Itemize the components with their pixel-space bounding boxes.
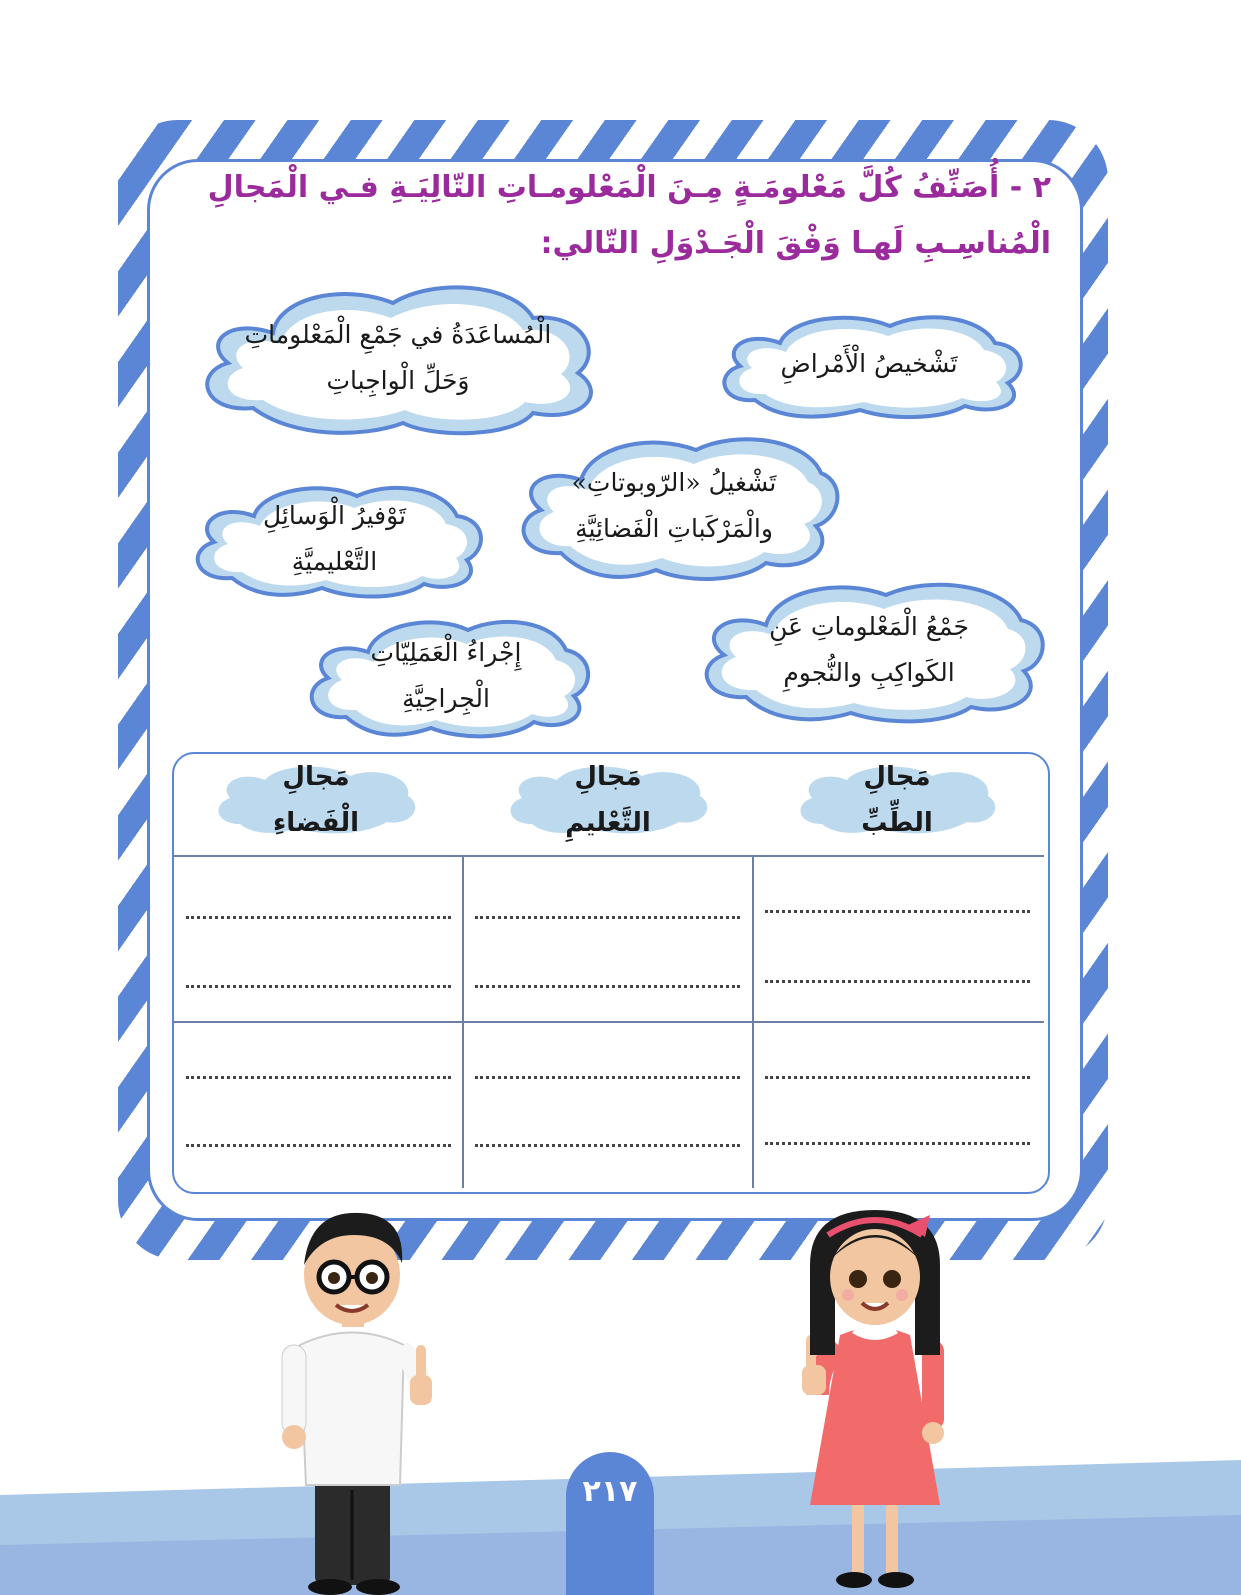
- cloud-label: جَمْعُ الْمَعْلوماتِ عَنِ الكَواكِبِ والنُّجومِ: [769, 612, 969, 687]
- cloud-label: تَشْخيصُ الْأَمْراضِ: [780, 349, 958, 378]
- header-space: [210, 762, 422, 838]
- question-body: أُصَنِّفُ كُلَّ مَعْلومَـةٍ مِـنَ الْمَعْلومـاتِ التّالِيَـةِ فـي الْمَجالِ الْمُناسِـبِ لَهـا وَفْقَ الْجَـدْوَلِ التّالي:: [207, 170, 1051, 261]
- answer-line[interactable]: [765, 980, 1030, 983]
- answer-line[interactable]: [475, 985, 740, 988]
- cloud-robots: [506, 428, 842, 583]
- table-divider: [174, 1021, 1044, 1023]
- answer-line[interactable]: [765, 1076, 1030, 1079]
- answer-line[interactable]: [186, 1144, 451, 1147]
- cloud-diagnosis: [710, 308, 1028, 420]
- answer-line[interactable]: [186, 985, 451, 988]
- answer-line[interactable]: [765, 1142, 1030, 1145]
- cloud-homework-help: [183, 278, 613, 438]
- question-number: ٢ -: [1009, 170, 1051, 205]
- table-divider: [174, 855, 1044, 857]
- answer-line[interactable]: [186, 916, 451, 919]
- answer-line[interactable]: [765, 910, 1030, 913]
- answer-line[interactable]: [475, 1144, 740, 1147]
- header-education: [502, 762, 714, 838]
- cloud-label: الْمُساعَدَةُ في جَمْعِ الْمَعْلوماتِ وَحَلِّ الْواجِباتِ: [244, 320, 552, 395]
- page-number: ٢١٧: [566, 1452, 654, 1595]
- question-text: [171, 160, 1051, 272]
- header-label: مَجالِ الْفَضاءِ: [272, 762, 360, 838]
- table-divider: [462, 856, 464, 1188]
- cloud-label: إِجْراءُ الْعَمَلِيّاتِ الْجِراحِيَّةِ: [370, 638, 522, 713]
- answer-line[interactable]: [475, 916, 740, 919]
- header-label: مَجالِ الطِّبِّ: [861, 762, 933, 838]
- cloud-astronomy: [686, 575, 1052, 725]
- table-divider: [752, 856, 754, 1188]
- answer-line[interactable]: [475, 1076, 740, 1079]
- girl-illustration: [790, 1205, 960, 1595]
- cloud-educational-tools: [182, 478, 487, 600]
- answer-line[interactable]: [186, 1076, 451, 1079]
- header-medicine: [792, 762, 1002, 838]
- boy-illustration: [270, 1205, 450, 1595]
- cloud-label: تَوْفيرُ الْوَسائِلِ التَّعْليميَّةِ: [262, 501, 407, 576]
- cloud-surgery: [296, 612, 596, 740]
- cloud-label: تَشْغيلُ «الرّوبوتاتِ» والْمَرْكَباتِ الْفَضائِيَّةِ: [571, 467, 777, 543]
- header-label: مَجالِ التَّعْليمِ: [565, 762, 651, 838]
